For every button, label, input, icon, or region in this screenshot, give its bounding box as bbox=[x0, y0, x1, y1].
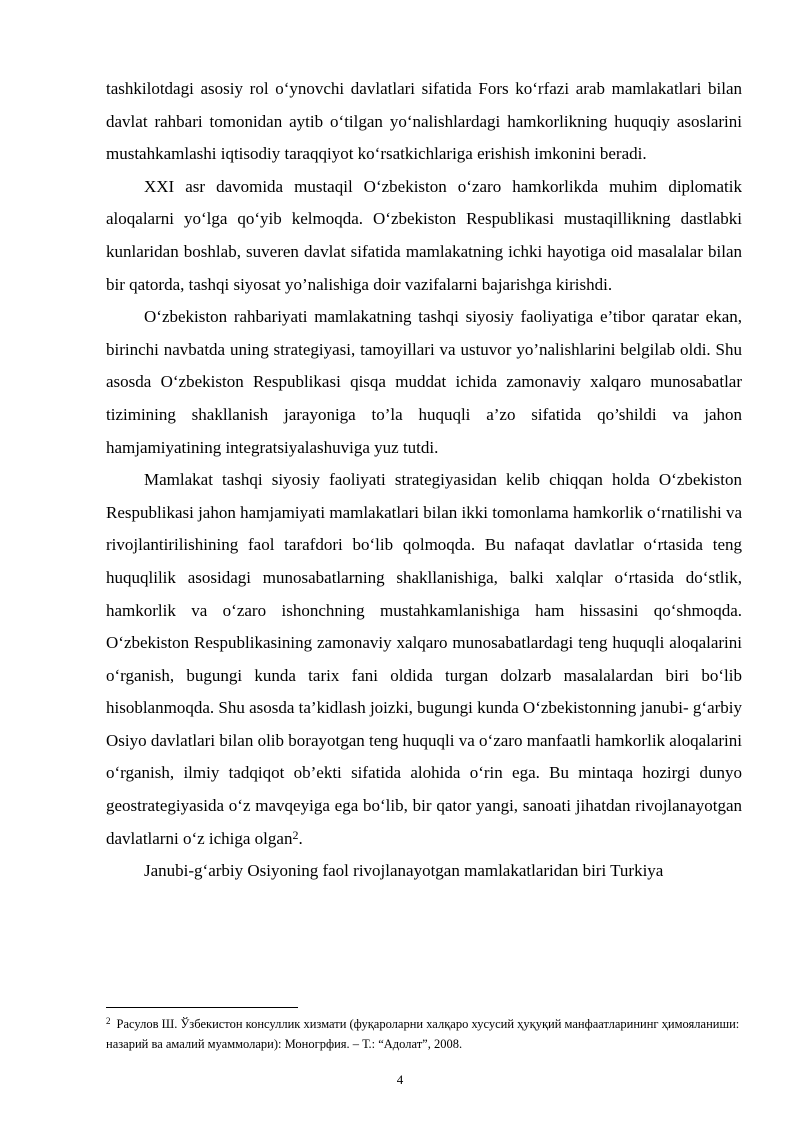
footnote-reference[interactable]: 2 bbox=[292, 827, 299, 842]
footnote bbox=[106, 1014, 742, 1054]
page-number: 4 bbox=[396, 1072, 404, 1087]
paragraph-4 bbox=[106, 464, 742, 855]
footnote-text: Расулов Ш. Ўзбекистон консуллик хизмати (фуқароларни халқаро хусусий ҳуқуқий манфаатларининг ҳимояланиши: назарий ва амалий муаммолари): Моногрфия. – Т.: “Адолат”, 2008. bbox=[106, 1017, 740, 1051]
paragraph-4-end: . bbox=[298, 828, 303, 848]
footnote-separator bbox=[106, 1007, 298, 1008]
paragraph-3: O‘zbekiston rahbariyati mamlakatning tashqi siyosiy faoliyatiga e’tibor qaratar ekan, birinchi navbatda uning strategiyasi, tamoyillari va ustuvor yo’nalishlarini belgilab oldi. Shu asosda O‘zbekiston Respublikasi qisqa muddat ichida zamonaviy xalqaro munosabatlar tizimining shakllanish jarayoniga to’la huquqli a’zo sifatida qo’shildi va jahon hamjamiyatining integratsiyalashuviga yuz tutdi. bbox=[106, 307, 742, 457]
paragraph-5: Janubi-g‘arbiy Osiyoning faol rivojlanayotgan mamlakatlaridan biri Turkiya bbox=[144, 861, 664, 881]
paragraph-1: tashkilotdagi asosiy rol o‘ynovchi davlatlari sifatida Fors ko‘rfazi arab mamlakatlari bilan davlat rahbari tomonidan aytib o‘tilgan yo‘nalishlardagi hamkorlikning huquqiy asoslarini mustahkamlashi iqtisodiy taraqqiyot ko‘rsatkichlariga erishish imkonini beradi. bbox=[106, 79, 742, 164]
footnote-mark: 2 bbox=[106, 1016, 111, 1026]
paragraph-4-text: Mamlakat tashqi siyosiy faoliyati strategiyasidan kelib chiqqan holda O‘zbekiston Respublikasi jahon hamjamiyati mamlakatlari bilan ikki tomonlama hamkorlik o‘rnatilishi va rivojlantirilishining faol tarafdori bo‘lib qolmoqda. Bu nafaqat davlatlar o‘rtasida teng huquqlilik asosidagi munosabatlarning shakllanishiga, balki xalqlar o‘rtasida do‘stlik, hamkorlik va o‘zaro ishonchning mustahkamlanishiga ham hissasini qo‘shmoqda. O‘zbekiston Respublikasining zamonaviy xalqaro munosabatlardagi teng huquqli aloqalarini o‘rganish, bugungi kunda tarix fani oldida turgan dolzarb masalalardan biri bo‘lib hisoblanmoqda. Shu asosda ta’kidlash joizki, bugungi kunda O‘zbekistonning janubi- g‘arbiy Osiyo davlatlari bilan olib borayotgan teng huquqli va o‘zaro manfaatli hamkorlik aloqalarini o‘rganish, ilmiy tadqiqot ob’ekti sifatida alohida o‘rin ega. Bu mintaqa hozirgi dunyo geostrategiyasida o‘z mavqeyiga ega bo‘lib, bir qator yangi, sanoati jihatdan rivojlanayotgan davlatlarni o‘z ichiga olgan bbox=[106, 470, 742, 848]
body-text bbox=[106, 73, 742, 888]
paragraph-2: XXI asr davomida mustaqil O‘zbekiston o‘zaro hamkorlikda muhim diplomatik aloqalarni yo‘lga qo‘yib kelmoqda. O‘zbekiston Respublikasi mustaqillikning dastlabki kunlaridan boshlab, suveren davlat sifatida mamlakatning ichki hayotiga oid masalalar bilan bir qatorda, tashqi siyosat yo’nalishiga doir vazifalarni bajarishga kirishdi. bbox=[106, 176, 742, 294]
